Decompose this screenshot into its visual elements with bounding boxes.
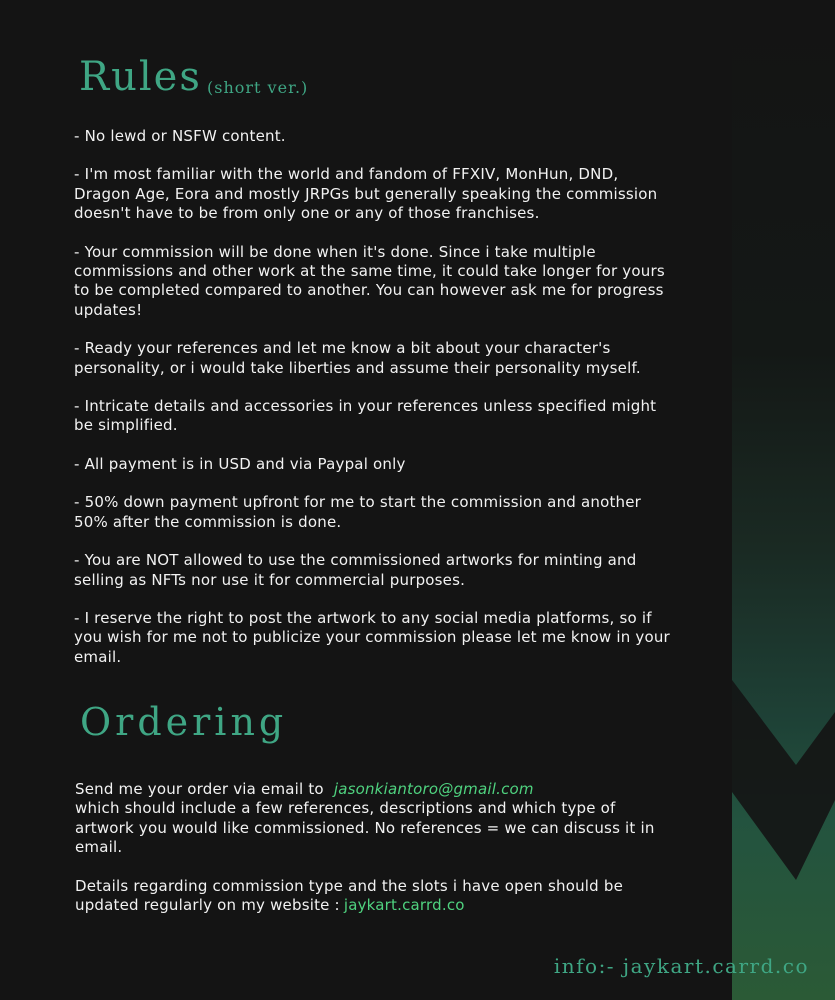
ordering-intro: Send me your order via email to [75,780,324,798]
rule-item: - I'm most familiar with the world and fandom of FFXIV, MonHun, DND, Dragon Age, Eora and mostly JRPGs but generally speaking the commission doesn't have to be from only one or any of those franchises. [74,165,658,223]
website-paragraph [75,877,675,916]
rule-item: - Your commission will be done when it's done. Since i take multiple commissions and other work at the same time, it could take longer for yours to be completed compared to another. You can however ask me for progress updates! [74,242,665,319]
rule-item: - No lewd or NSFW content. [74,127,286,145]
email-link[interactable]: jasonkiantoro@gmail.com [333,780,534,798]
ordering-details: which should include a few references, descriptions and which type of artwork you would like commissioned. No references = we can discuss it in email. [75,799,655,857]
page-title: Rules [79,54,202,100]
rule-item: - All payment is in USD and via Paypal only [74,454,406,473]
chevron-decoration-icon [732,0,835,1000]
rule-item: - You are NOT allowed to use the commissioned artworks for minting and selling as NFTs nor use it for commercial purposes. [74,551,637,589]
decorative-side-band [732,0,835,1000]
page-subtitle: (short ver.) [207,78,309,97]
ordering-section [75,780,675,934]
rule-item: - 50% down payment upfront for me to start the commission and another 50% after the commission is done. [74,493,642,531]
rule-item: - Intricate details and accessories in your references unless specified might be simplified. [74,397,657,435]
rule-item: - I reserve the right to post the artwork to any social media platforms, so if you wish for me not to publicize your commission please let me know in your email. [74,608,670,666]
website-text: Details regarding commission type and the slots i have open should be updated regularly on my website : [75,876,623,915]
ordering-heading: Ordering [80,700,288,744]
ordering-paragraph [75,780,675,858]
rule-item: - Ready your references and let me know a bit about your character's personality, or i would take liberties and assume their personality myself. [74,339,641,377]
footer-info: info:- jaykart.carrd.co [553,954,809,978]
website-link[interactable]: jaykart.carrd.co [343,896,465,915]
rules-list [74,127,674,686]
